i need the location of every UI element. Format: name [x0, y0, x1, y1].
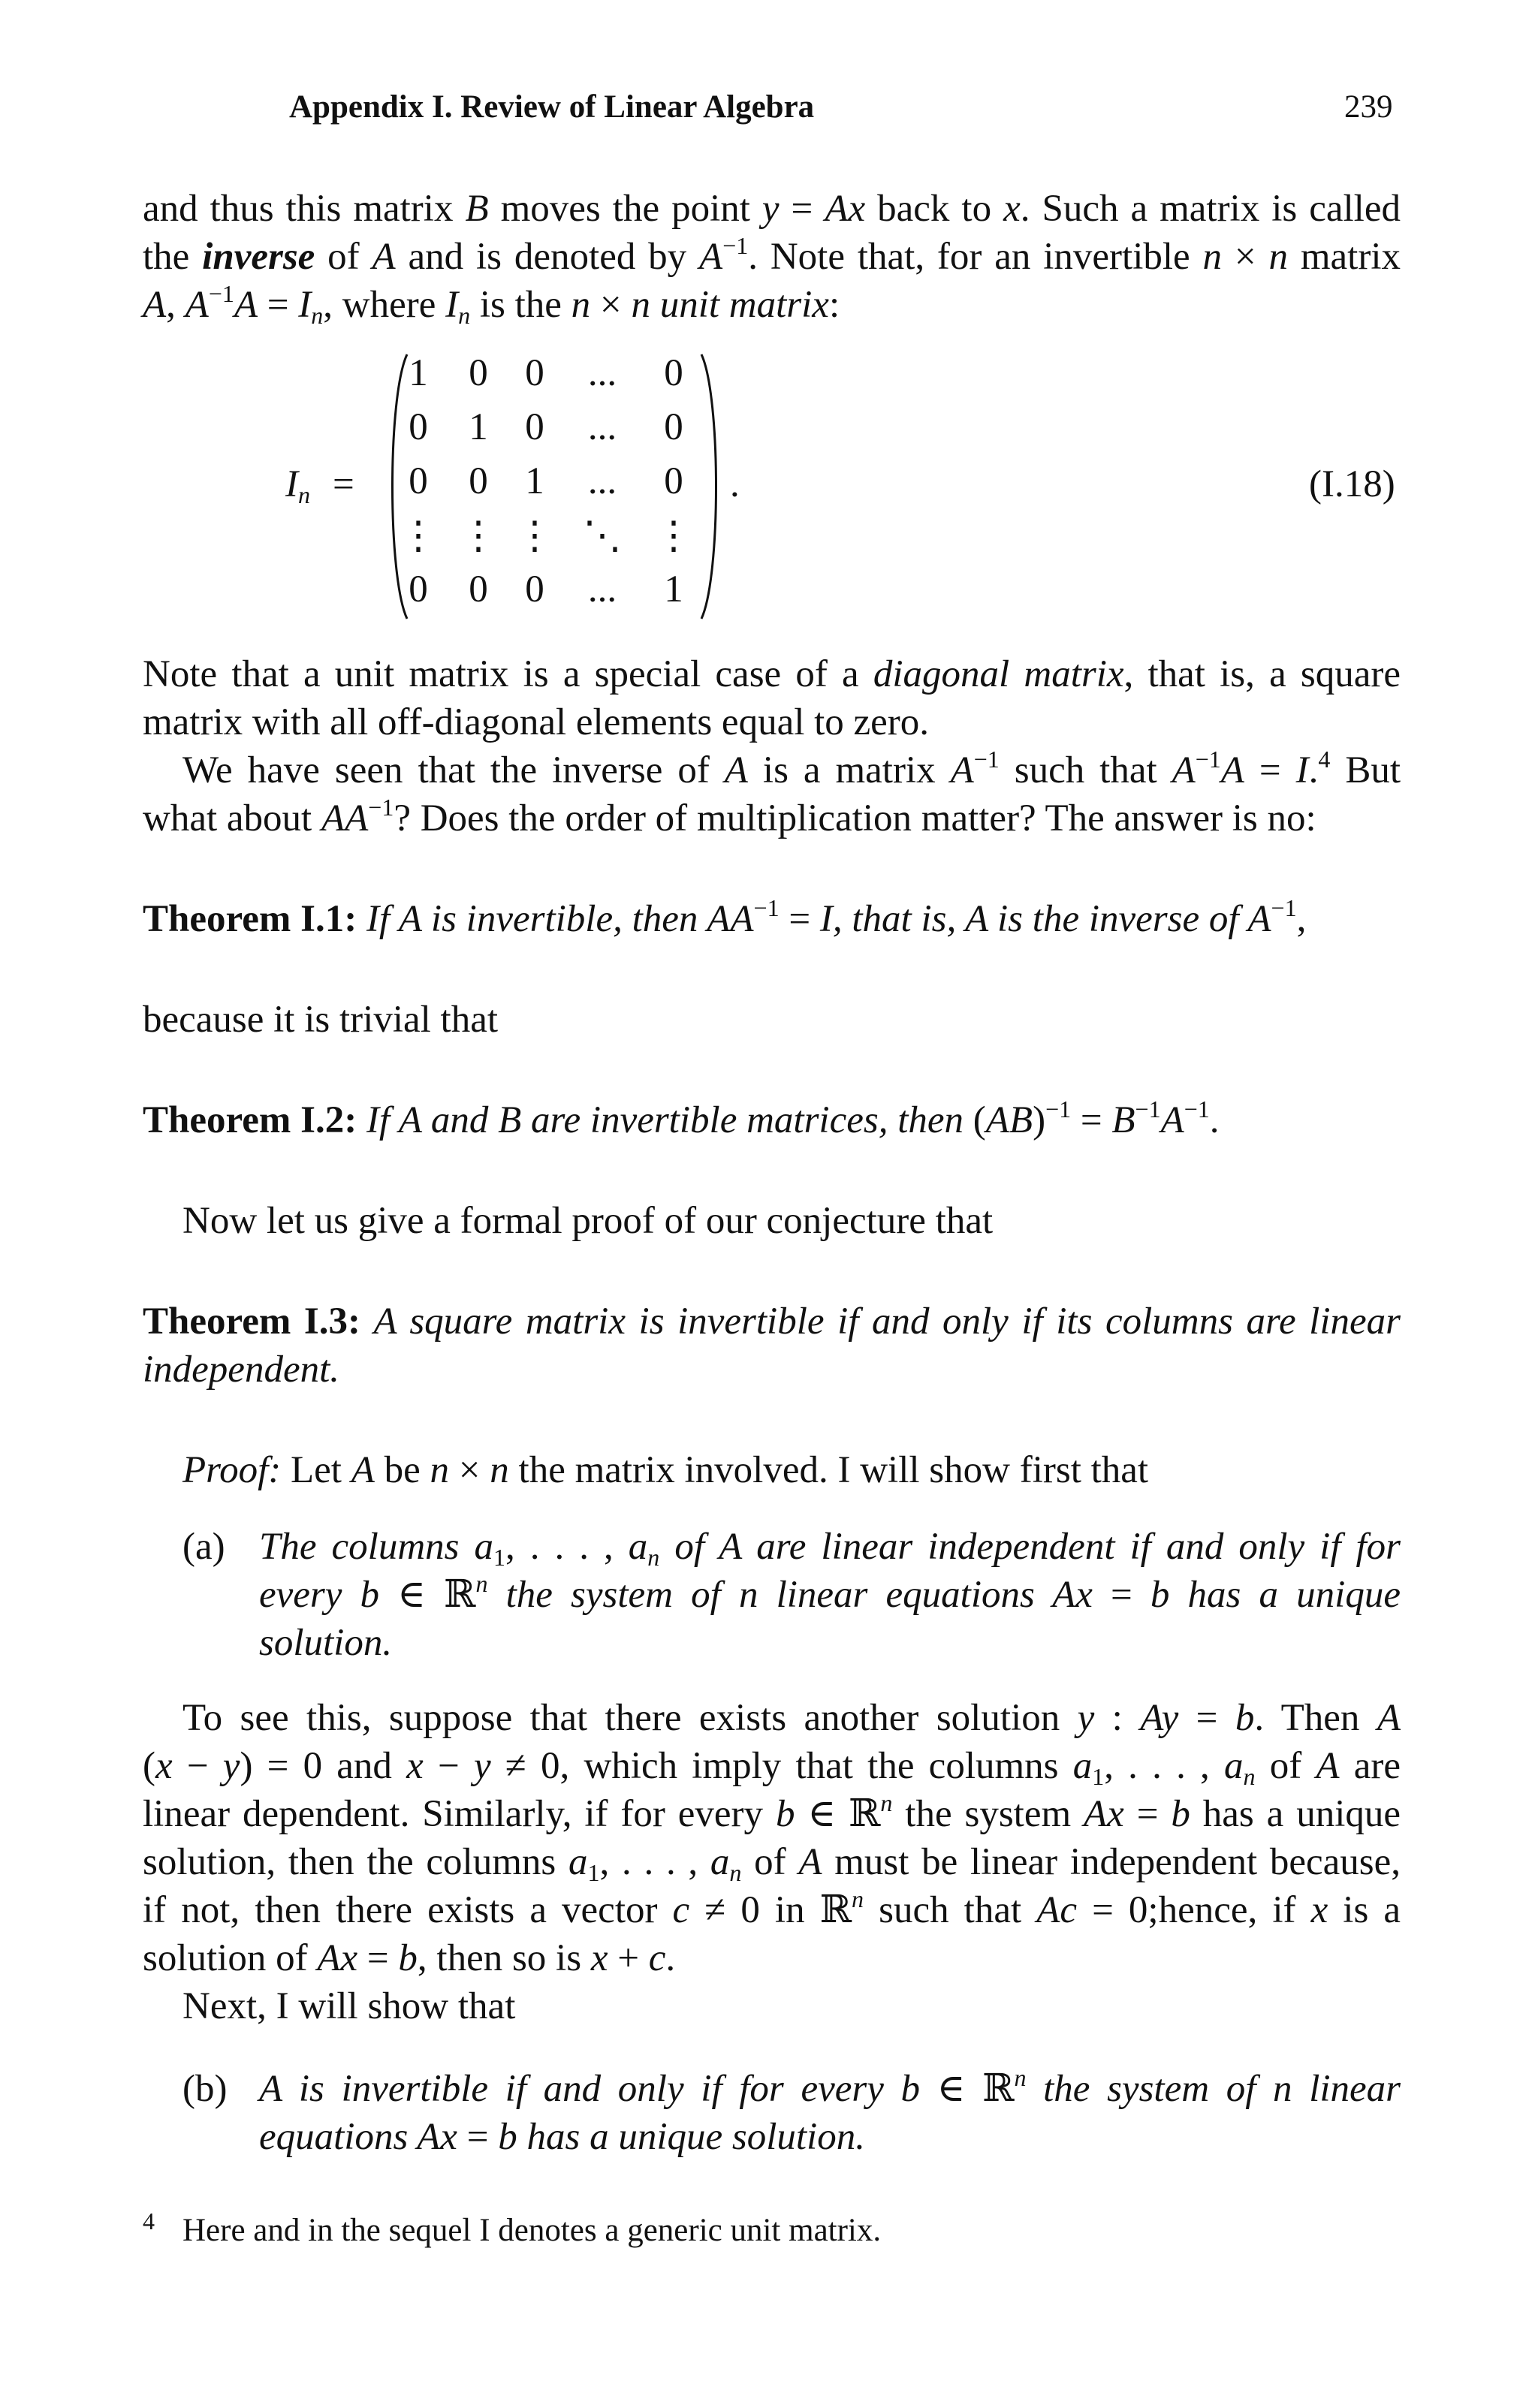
footnote-text: Here and in the sequel I denotes a generic unit matrix. — [182, 2213, 882, 2248]
theorem-i2: Theorem I.2: If A and B are invertible matrices, then $(AB)^{-1} = B^{-1}A^{-1}$. — [143, 1096, 1220, 1141]
matrix-cell: ⋮ — [654, 515, 693, 557]
item-a-line: The columns $a_1$, . . . , $a_n$ of A are linear independent if and only if for — [259, 1526, 1401, 1571]
matrix-cell: 1 — [525, 460, 544, 502]
matrix-cell: 0 — [664, 352, 683, 394]
matrix-cell: 0 — [525, 406, 544, 448]
matrix-cell: 1 — [664, 568, 683, 610]
matrix-cell: ⋮ — [515, 515, 554, 557]
matrix-lhs: $I_n$ — [285, 463, 310, 508]
equation-number: (I.18) — [1309, 463, 1395, 505]
unit-matrix-equation — [285, 351, 1412, 622]
paragraph-line: the inverse of A and is denoted by $A^{-1}$. Note that, for an invertible n × n matrix — [143, 232, 1401, 278]
paragraph-line: (x − y) = 0 and x − y ≠ 0, which imply that the columns $a_1$, . . . , $a_n$ of A are — [143, 1745, 1401, 1790]
paragraph-line: Now let us give a formal proof of our conjecture that — [182, 1200, 994, 1242]
theorem-label: Theorem I.2: — [143, 1099, 357, 1141]
right-parenthesis — [697, 351, 727, 622]
item-a-line: solution. — [259, 1622, 393, 1664]
paragraph-line: and thus this matrix B moves the point y = Ax back to x. Such a matrix is called — [143, 188, 1401, 230]
equals-sign: = — [333, 463, 354, 505]
matrix-cell: 0 — [469, 460, 488, 502]
paragraph-line: because it is trivial that — [143, 999, 499, 1041]
item-b-line: equations Ax = b has a unique solution. — [259, 2116, 865, 2158]
matrix-cell: 0 — [469, 352, 488, 394]
matrix-cell: 0 — [525, 352, 544, 394]
matrix-cell: 0 — [469, 568, 488, 610]
paragraph-line: Note that a unit matrix is a special case of a diagonal matrix, that is, a square — [143, 653, 1401, 695]
item-a-line: every b ∈ ℝ$^n$ the system of n linear equations Ax = b has a unique — [259, 1570, 1401, 1616]
paragraph-line: matrix with all off-diagonal elements equal to zero. — [143, 701, 930, 743]
matrix-period: . — [730, 463, 740, 505]
theorem-label: Theorem I.1: — [143, 898, 357, 940]
matrix-cell: ⋮ — [459, 515, 498, 557]
paragraph-line: We have seen that the inverse of A is a matrix $A^{-1}$ such that $A^{-1}A = I.^4$ But — [182, 746, 1401, 791]
matrix-cell: ⋮ — [399, 515, 438, 557]
paragraph-line: A, $A^{-1}A = I_n$, where $I_n$ is the n × n unit matrix: — [143, 280, 840, 329]
matrix-cell: 0 — [525, 568, 544, 610]
matrix-cell: ... — [587, 406, 617, 448]
theorem-i3: Theorem I.3: A square matrix is invertible if and only if its columns are linear — [143, 1300, 1401, 1343]
paragraph-line: To see this, suppose that there exists another solution y : Ay = b. Then A — [182, 1697, 1401, 1739]
running-title: Appendix I. Review of Linear Algebra — [289, 89, 815, 125]
matrix-cell: 0 — [409, 460, 428, 502]
matrix-cell: 0 — [409, 568, 428, 610]
paragraph-line: solution, then the columns $a_1$, . . . , $a_n$ of A must be linear independent because, — [143, 1841, 1401, 1886]
paragraph-line: Next, I will show that — [182, 1985, 516, 2027]
matrix-cell: 1 — [469, 406, 488, 448]
matrix-cell: 0 — [664, 406, 683, 448]
theorem-i3-cont: independent. — [143, 1349, 339, 1391]
paragraph-line: what about $AA^{-1}$? Does the order of multiplication matter? The answer is no: — [143, 794, 1316, 839]
matrix-cell: 0 — [409, 406, 428, 448]
page-number: 239 — [1344, 89, 1393, 125]
item-b-line: A is invertible if and only if for every b ∈ ℝ$^n$ the system of n linear — [259, 2064, 1401, 2110]
matrix-cell: ... — [587, 460, 617, 502]
item-label: (b) — [182, 2068, 228, 2110]
matrix-cell: ... — [587, 352, 617, 394]
theorem-label: Theorem I.3: — [143, 1300, 360, 1343]
proof-start: Proof: Let A be n × n the matrix involved. I will show first that — [182, 1449, 1149, 1491]
paragraph-line: solution of Ax = b, then so is x + c. — [143, 1937, 676, 1979]
paragraph-line: linear dependent. Similarly, if for every b ∈ ℝ$^n$ the system Ax = b has a unique — [143, 1789, 1401, 1835]
theorem-i1: Theorem I.1: If A is invertible, then $AA^{-1} = I$, that is, A is the inverse of $A^{-1}$, — [143, 894, 1307, 940]
footnote-mark: 4 — [143, 2208, 155, 2235]
matrix-cell: 0 — [664, 460, 683, 502]
matrix-cell: ⋱ — [583, 515, 622, 557]
paragraph-line: if not, then there exists a vector c ≠ 0 in ℝ$^n$ such that Ac = 0;hence, if x is a — [143, 1885, 1401, 1931]
matrix-cell: 1 — [409, 352, 428, 394]
item-label: (a) — [182, 1526, 225, 1568]
matrix-cell: ... — [587, 568, 617, 610]
